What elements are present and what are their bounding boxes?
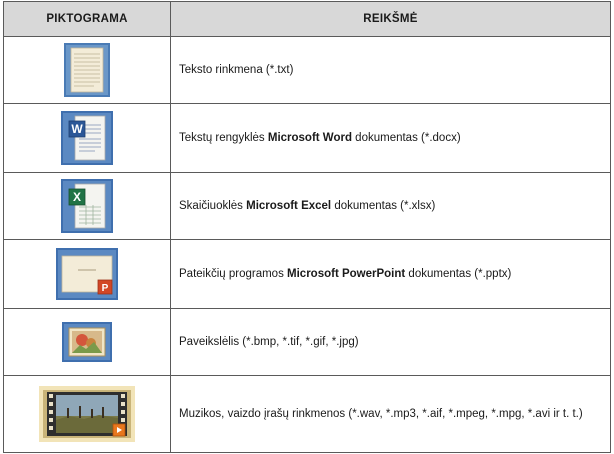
meaning-cell: Paveikslėlis (*.bmp, *.tif, *.gif, *.jpg) — [171, 309, 611, 376]
icon-cell — [4, 376, 171, 453]
icon-cell — [4, 104, 171, 173]
excel-spreadsheet-icon — [61, 179, 113, 233]
svg-text:X: X — [72, 190, 82, 204]
icon-cell — [4, 240, 171, 309]
table-row — [4, 37, 611, 104]
svg-text:P: P — [101, 283, 109, 294]
table-header-row — [4, 2, 611, 37]
table-row — [4, 173, 611, 240]
meaning-cell: Pateikčių programos Microsoft PowerPoint dokumentas (*.pptx) — [171, 240, 611, 309]
table-row — [4, 240, 611, 309]
meaning-cell: Muzikos, vaizdo įrašų rinkmenos (*.wav, *.mp3, *.aif, *.mpeg, *.mpg, *.avi ir t. t.) — [171, 376, 611, 453]
table-row — [4, 309, 611, 376]
table-row — [4, 104, 611, 173]
header-meaning-column: REIKŠMĖ — [171, 2, 611, 37]
word-document-icon — [61, 111, 113, 165]
icon-cell — [4, 309, 171, 376]
meaning-cell: Teksto rinkmena (*.txt) — [171, 37, 611, 104]
powerpoint-presentation-icon — [56, 248, 118, 300]
svg-text:W: W — [71, 122, 83, 136]
meaning-cell: Skaičiuoklės Microsoft Excel dokumentas (*.xlsx) — [171, 173, 611, 240]
media-file-icon — [39, 386, 135, 442]
meaning-cell: Tekstų rengyklės Microsoft Word dokumentas (*.docx) — [171, 104, 611, 173]
icon-cell — [4, 173, 171, 240]
file-types-table — [3, 1, 611, 453]
header-icon-column: PIKTOGRAMA — [4, 2, 171, 37]
icon-cell — [4, 37, 171, 104]
table-row — [4, 376, 611, 453]
text-file-icon — [64, 43, 110, 97]
image-file-icon — [62, 322, 112, 362]
